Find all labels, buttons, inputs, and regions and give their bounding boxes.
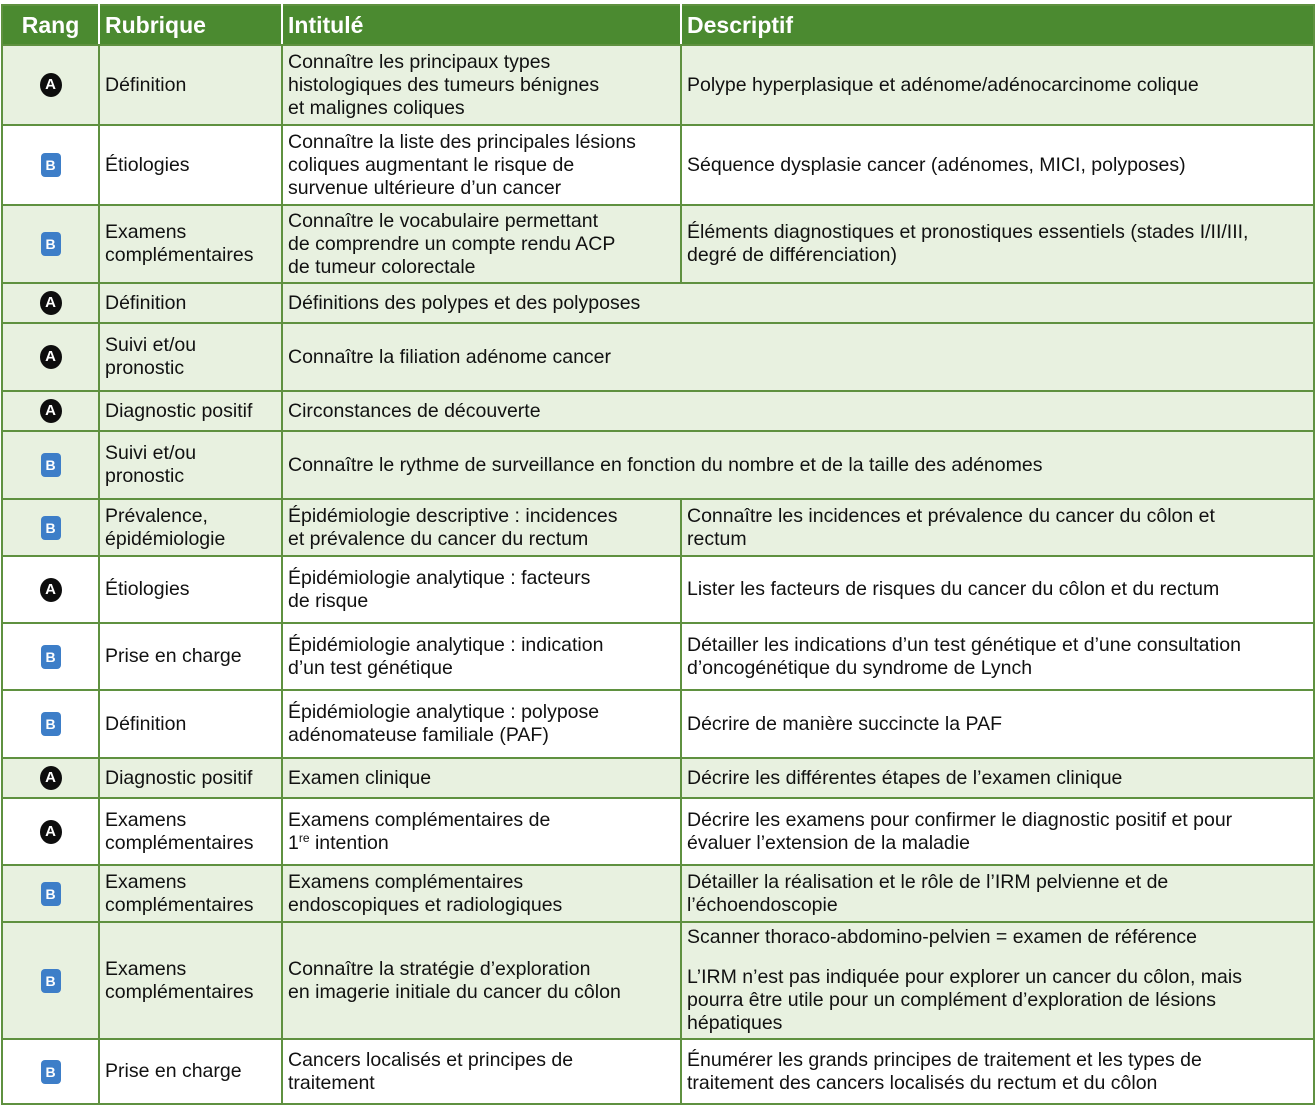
header-descriptif: Descriptif [681,5,1314,45]
rank-a-icon: A [40,578,62,602]
intitule-cell: Connaître le rythme de surveillance en fonction du nombre et de la taille des adénomes [282,431,1314,499]
rank-b-icon: B [41,645,61,669]
rank-cell [2,556,99,623]
intitule-cell: Épidémiologie analytique : facteurs de risque [282,556,681,623]
header-row [2,5,1314,45]
header-rang: Rang [2,5,99,45]
rank-b-icon: B [41,712,61,736]
intitule-cell: Épidémiologie analytique : polypose adénomateuse familiale (PAF) [282,690,681,758]
descriptif-cell: Connaître les incidences et prévalence du cancer du côlon et rectum [681,499,1314,556]
descriptif-cell: Décrire de manière succincte la PAF [681,690,1314,758]
rubrique-cell: Prévalence, épidémiologie [99,499,282,556]
table-row [2,758,1314,798]
rubrique-cell: Prise en charge [99,1039,282,1104]
intitule-cell: Connaître le vocabulaire permettant de comprendre un compte rendu ACP de tumeur colorectale [282,205,681,283]
rubrique-cell: Étiologies [99,556,282,623]
rank-cell [2,45,99,125]
descriptif-cell: Décrire les examens pour confirmer le diagnostic positif et pour évaluer l’extension de la maladie [681,798,1314,865]
rank-cell [2,922,99,1039]
descriptif-cell [681,922,1314,1039]
intitule-cell: Examens complémentaires endoscopiques et radiologiques [282,865,681,922]
rubrique-cell: Suivi et/ou pronostic [99,431,282,499]
intitule-cell: Examen clinique [282,758,681,798]
rubrique-cell: Définition [99,45,282,125]
rank-cell [2,623,99,690]
rank-b-icon: B [41,882,61,906]
rubrique-cell: Diagnostic positif [99,391,282,431]
descriptif-paragraph: L’IRM n’est pas indiquée pour explorer un cancer du côlon, mais pourra être utile pour un complément d’exploration de lésions hépatiques [687,966,1242,1034]
rubrique-cell: Étiologies [99,125,282,205]
rubrique-cell: Examens complémentaires [99,798,282,865]
rubrique-cell: Définition [99,283,282,323]
rank-cell [2,283,99,323]
rank-cell [2,798,99,865]
rank-cell [2,431,99,499]
rubrique-cell: Suivi et/ou pronostic [99,323,282,391]
rank-a-icon: A [40,766,62,790]
descriptif-cell: Détailler la réalisation et le rôle de l’IRM pelvienne et de l’échoendoscopie [681,865,1314,922]
table-row [2,205,1314,283]
descriptif-cell: Décrire les différentes étapes de l’examen clinique [681,758,1314,798]
rubrique-cell: Diagnostic positif [99,758,282,798]
objectives-table [1,4,1315,1105]
table-row [2,125,1314,205]
rank-cell [2,391,99,431]
rank-cell [2,758,99,798]
rank-b-icon: B [41,232,61,256]
rubrique-cell: Prise en charge [99,623,282,690]
rank-cell [2,205,99,283]
rank-cell [2,125,99,205]
descriptif-cell: Énumérer les grands principes de traitement et les types de traitement des cancers localisés du rectum et du côlon [681,1039,1314,1104]
rubrique-cell: Définition [99,690,282,758]
intitule-line1: Examens complémentaires de [288,808,551,831]
rank-a-icon: A [40,345,62,369]
rank-b-icon: B [41,453,61,477]
table-row [2,623,1314,690]
rank-cell [2,865,99,922]
intitule-cell: Connaître la liste des principales lésions coliques augmentant le risque de survenue ultérieure d’un cancer [282,125,681,205]
header-rubrique: Rubrique [99,5,282,45]
rubrique-cell: Examens complémentaires [99,922,282,1039]
table-row [2,556,1314,623]
intitule-cell: Connaître les principaux types histologiques des tumeurs bénignes et malignes coliques [282,45,681,125]
intitule-cell: Cancers localisés et principes de traitement [282,1039,681,1104]
table-row [2,499,1314,556]
rank-b-icon: B [41,516,61,540]
rubrique-cell: Examens complémentaires [99,205,282,283]
rank-a-icon: A [40,73,62,97]
intitule-cell: Connaître la stratégie d’exploration en imagerie initiale du cancer du côlon [282,922,681,1039]
header-intitule: Intitulé [282,5,681,45]
intitule-cell: Circonstances de découverte [282,391,1314,431]
descriptif-line: Scanner thoraco-abdomino-pelvien = examen de référence [687,926,1198,948]
table-row [2,922,1314,1039]
table-row [2,798,1314,865]
descriptif-cell: Lister les facteurs de risques du cancer du côlon et du rectum [681,556,1314,623]
rank-a-icon: A [40,399,62,423]
descriptif-cell: Séquence dysplasie cancer (adénomes, MICI, polyposes) [681,125,1314,205]
rank-b-icon: B [41,969,61,993]
intitule-cell: Définitions des polypes et des polyposes [282,283,1314,323]
table-row [2,1039,1314,1104]
rank-cell [2,1039,99,1104]
intitule-cell: Connaître la filiation adénome cancer [282,323,1314,391]
table-row [2,391,1314,431]
rank-cell [2,690,99,758]
ordinal-number: 1 [288,831,299,854]
rank-cell [2,499,99,556]
intitule-cell: Épidémiologie analytique : indication d’un test génétique [282,623,681,690]
table-row [2,690,1314,758]
intitule-cell [282,798,681,865]
rank-b-icon: B [41,153,61,177]
rank-cell [2,323,99,391]
table-row [2,431,1314,499]
table-row [2,45,1314,125]
intitule-cell: Épidémiologie descriptive : incidences et prévalence du cancer du rectum [282,499,681,556]
table-row [2,323,1314,391]
table-row [2,283,1314,323]
descriptif-cell: Éléments diagnostiques et pronostiques essentiels (stades I/II/III, degré de différenciation) [681,205,1314,283]
rank-a-icon: A [40,820,62,844]
rank-b-icon: B [41,1060,61,1084]
descriptif-cell: Détailler les indications d’un test génétique et d’une consultation d’oncogénétique du syndrome de Lynch [681,623,1314,690]
ordinal-suffix: re [298,830,310,845]
table-row [2,865,1314,922]
intitule-line2: intention [309,831,389,854]
descriptif-cell: Polype hyperplasique et adénome/adénocarcinome colique [681,45,1314,125]
rubrique-cell: Examens complémentaires [99,865,282,922]
rank-a-icon: A [40,291,62,315]
